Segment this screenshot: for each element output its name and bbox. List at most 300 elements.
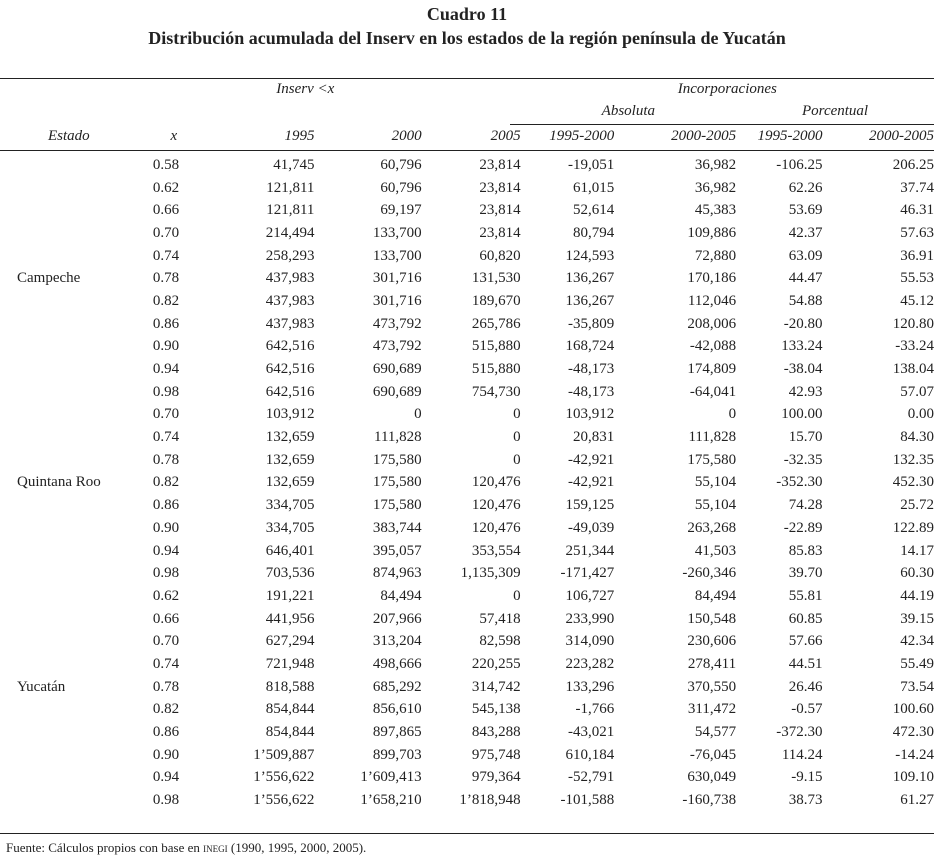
value-cell: 452.30 [892,474,934,491]
value-cell: -260,346 [682,565,737,582]
x-cell: 0.82 [152,474,180,491]
value-cell: 230,606 [687,633,737,650]
value-cell: 189,670 [471,292,521,309]
value-cell: -0.57 [791,701,823,718]
table-row [0,767,934,790]
value-cell: 437,983 [265,315,315,332]
value-cell: 74.28 [788,497,823,514]
value-cell: -38.04 [783,361,823,378]
value-cell: 1’658,210 [360,792,422,809]
value-cell: 57,418 [479,610,521,627]
source-suffix: (1990, 1995, 2000, 2005). [227,840,367,855]
table-row [0,653,934,676]
estado-cell [0,721,149,744]
value-cell: 82,598 [479,633,521,650]
value-cell: 38.73 [788,792,823,809]
table-row [0,585,934,608]
value-cell: 111,828 [374,429,422,446]
value-cell: 60.85 [788,610,823,627]
value-cell: -42,088 [689,338,737,355]
x-cell: 0.94 [152,361,180,378]
header-porcentual: Porcentual [802,102,869,119]
value-cell: 84,494 [694,587,737,604]
value-cell: -1,766 [575,701,615,718]
value-cell: 175,580 [372,474,422,491]
table-row [0,630,934,653]
table-row [0,608,934,631]
value-cell: 818,588 [265,678,315,695]
value-cell: 223,282 [565,655,615,672]
data-table [0,78,934,812]
value-cell: 610,184 [565,746,615,763]
value-cell: -160,738 [682,792,737,809]
value-cell: 370,550 [687,678,737,695]
value-cell: 899,703 [372,746,422,763]
x-cell: 0.94 [152,542,180,559]
table-row [0,721,934,744]
estado-cell [0,177,149,200]
x-cell: 0.62 [152,587,180,604]
value-cell: 41,745 [273,156,315,173]
value-cell: 0 [513,429,521,446]
value-cell: 233,990 [565,610,615,627]
table-row [0,472,934,495]
table-row [0,449,934,472]
estado-cell [0,150,149,177]
value-cell: 515,880 [471,361,521,378]
value-cell: 168,724 [565,338,615,355]
table-row [0,744,934,767]
value-cell: 979,364 [471,769,521,786]
estado-cell [0,699,149,722]
value-cell: -9.15 [791,769,823,786]
x-cell: 0.90 [152,338,180,355]
x-cell: 0.82 [152,701,180,718]
value-cell: 0.00 [907,406,934,423]
column-header: 1995 [284,127,315,144]
value-cell: 55.81 [788,587,823,604]
value-cell: 265,786 [471,315,521,332]
value-cell: 44.19 [900,587,934,604]
value-cell: 45.12 [900,292,934,309]
value-cell: 72,880 [694,247,737,264]
table-row [0,562,934,585]
x-cell: 0.62 [152,179,180,196]
source-note [6,840,366,856]
value-cell: 854,844 [265,701,315,718]
value-cell: 136,267 [565,292,615,309]
table-row [0,789,934,812]
table-number: Cuadro 11 [426,4,508,24]
value-cell: 1’556,622 [253,769,315,786]
value-cell: 133.24 [781,338,823,355]
column-header: 2000-2005 [671,127,737,144]
value-cell: 220,255 [471,655,521,672]
table-row [0,177,934,200]
value-cell: 54.88 [788,292,823,309]
table-row [0,336,934,359]
x-cell: 0.58 [152,156,180,173]
estado-cell: Campeche [17,270,81,287]
value-cell: 208,006 [687,315,737,332]
estado-cell [0,358,149,381]
value-cell: 133,296 [565,678,615,695]
estado-cell [0,562,149,585]
value-cell: 133,700 [372,247,422,264]
estado-cell [0,744,149,767]
value-cell: 23,814 [479,202,521,219]
column-header: 2000 [391,127,422,144]
value-cell: 85.83 [788,542,823,559]
value-cell: 0 [414,406,422,423]
value-cell: 26.46 [788,678,823,695]
value-cell: 69,197 [380,202,422,219]
column-header: 1995-2000 [757,127,823,144]
value-cell: 44.51 [788,655,823,672]
value-cell: 62.26 [788,179,823,196]
value-cell: 57.63 [900,224,934,241]
value-cell: 630,049 [687,769,737,786]
value-cell: 754,730 [471,383,521,400]
value-cell: -22.89 [783,519,823,536]
value-cell: -106.25 [776,156,823,173]
value-cell: -32.35 [783,451,823,468]
value-cell: 191,221 [265,587,315,604]
column-header: 2005 [490,127,521,144]
value-cell: 301,716 [372,292,422,309]
value-cell: 39.15 [900,610,934,627]
value-cell: 334,705 [265,519,315,536]
value-cell: 100.60 [892,701,934,718]
value-cell: 61,015 [573,179,615,196]
value-cell: 207,966 [372,610,422,627]
value-cell: -64,041 [689,383,737,400]
x-cell: 0.94 [152,769,180,786]
table-row [0,699,934,722]
value-cell: 437,983 [265,270,315,287]
value-cell: 100.00 [781,406,823,423]
value-cell: 111,828 [688,429,737,446]
value-cell: 25.72 [900,497,934,514]
value-cell: 36,982 [694,179,737,196]
value-cell: 721,948 [265,655,315,672]
value-cell: 206.25 [892,156,934,173]
table-row [0,222,934,245]
table-row [0,290,934,313]
value-cell: -49,039 [568,519,615,536]
value-cell: 175,580 [372,497,422,514]
value-cell: 159,125 [565,497,615,514]
value-cell: -14.24 [895,746,934,763]
value-cell: 175,580 [372,451,422,468]
header-absoluta: Absoluta [601,102,655,119]
value-cell: 41,503 [694,542,737,559]
value-cell: 132,659 [265,451,315,468]
value-cell: 642,516 [265,338,315,355]
value-cell: 132,659 [265,429,315,446]
estado-cell [0,381,149,404]
value-cell: 251,344 [565,542,615,559]
estado-cell [0,290,149,313]
value-cell: 23,814 [479,156,521,173]
x-cell: 0.90 [152,519,180,536]
value-cell: 627,294 [265,633,315,650]
estado-cell: Quintana Roo [17,474,101,491]
value-cell: -101,588 [560,792,615,809]
value-cell: 1’609,413 [360,769,422,786]
value-cell: 109.10 [892,769,934,786]
value-cell: 23,814 [479,179,521,196]
value-cell: 472.30 [892,724,934,741]
value-cell: 395,057 [372,542,422,559]
table-row [0,313,934,336]
value-cell: 44.47 [788,270,823,287]
value-cell: 314,090 [565,633,615,650]
value-cell: 1’818,948 [459,792,521,809]
value-cell: 0 [728,406,737,423]
value-cell: 23,814 [479,224,521,241]
table-row [0,358,934,381]
bottom-rule [0,833,934,834]
value-cell: -76,045 [689,746,737,763]
value-cell: 42.93 [788,383,823,400]
value-cell: 437,983 [265,292,315,309]
value-cell: -43,021 [568,724,615,741]
value-cell: 103,912 [265,406,315,423]
value-cell: 703,536 [265,565,315,582]
estado-cell [0,426,149,449]
table-row [0,404,934,427]
value-cell: 131,530 [471,270,521,287]
table-row [0,426,934,449]
x-cell: 0.98 [152,792,180,809]
x-cell: 0.98 [152,565,180,582]
value-cell: 646,401 [265,542,315,559]
x-cell: 0.78 [152,451,180,468]
value-cell: 690,689 [372,383,422,400]
value-cell: 0 [513,587,521,604]
header-incorporaciones: Incorporaciones [677,80,777,97]
value-cell: 214,494 [265,224,315,241]
value-cell: 150,548 [687,610,737,627]
value-cell: 46.31 [900,202,934,219]
value-cell: 1,135,309 [460,565,521,582]
x-cell: 0.86 [152,315,180,332]
value-cell: 63.09 [788,247,823,264]
value-cell: 84.30 [900,429,934,446]
source-org: inegi [203,840,228,855]
value-cell: 132,659 [265,474,315,491]
value-cell: 441,956 [265,610,315,627]
value-cell: 106,727 [565,587,615,604]
value-cell: 15.70 [788,429,823,446]
column-header: 1995-2000 [549,127,615,144]
x-cell: 0.86 [152,724,180,741]
x-cell: 0.74 [152,247,180,264]
value-cell: 0 [513,451,521,468]
value-cell: 73.54 [900,678,934,695]
value-cell: 515,880 [471,338,521,355]
value-cell: 103,912 [565,406,615,423]
value-cell: 1’509,887 [253,746,315,763]
value-cell: 138.04 [892,361,934,378]
value-cell: 45,383 [694,202,737,219]
value-cell: -372.30 [776,724,823,741]
estado-cell [0,767,149,790]
value-cell: 258,293 [265,247,315,264]
value-cell: 132.35 [892,451,934,468]
x-cell: 0.78 [152,678,180,695]
value-cell: 55.49 [900,655,934,672]
value-cell: 133,700 [372,224,422,241]
x-cell: 0.82 [152,292,180,309]
value-cell: 53.69 [788,202,823,219]
value-cell: 545,138 [471,701,521,718]
table-row [0,381,934,404]
value-cell: -42,921 [568,474,615,491]
x-cell: 0.70 [152,406,180,423]
table-title: Distribución acumulada del Inserv en los estados de la región península de Yucatán [148,28,786,48]
value-cell: 20,831 [573,429,615,446]
table-row [0,267,934,290]
column-header: Estado [48,127,90,144]
value-cell: 314,742 [471,678,521,695]
value-cell: 170,186 [687,270,737,287]
value-cell: -20.80 [783,315,823,332]
estado-cell [0,245,149,268]
value-cell: 685,292 [372,678,422,695]
x-cell: 0.98 [152,383,180,400]
value-cell: 120.80 [892,315,934,332]
value-cell: 313,204 [372,633,422,650]
x-cell: 0.86 [152,497,180,514]
value-cell: 124,593 [565,247,615,264]
value-cell: 14.17 [900,542,934,559]
value-cell: 690,689 [372,361,422,378]
x-cell: 0.74 [152,655,180,672]
value-cell: 36.91 [900,247,934,264]
value-cell: -352.30 [776,474,823,491]
value-cell: 897,865 [372,724,422,741]
x-cell: 0.90 [152,746,180,763]
value-cell: 120,476 [471,497,521,514]
estado-cell [0,653,149,676]
value-cell: 60,820 [479,247,521,264]
table-row [0,245,934,268]
table-row [0,540,934,563]
table-row [0,199,934,222]
value-cell: 114.24 [781,746,823,763]
value-cell: -33.24 [895,338,934,355]
value-cell: -19,051 [568,156,615,173]
value-cell: 121,811 [266,179,315,196]
x-cell: 0.78 [152,270,180,287]
estado-cell [0,222,149,245]
estado-cell [0,404,149,427]
estado-cell [0,199,149,222]
estado-cell [0,336,149,359]
header-inserv: Inserv <x [276,80,335,97]
value-cell: 42.37 [788,224,823,241]
value-cell: 498,666 [372,655,422,672]
column-header: x [170,127,178,144]
x-cell: 0.66 [152,610,180,627]
value-cell: 353,554 [471,542,521,559]
value-cell: -42,921 [568,451,615,468]
estado-cell [0,585,149,608]
value-cell: 0 [513,406,521,423]
value-cell: 311,472 [687,701,737,718]
x-cell: 0.70 [152,633,180,650]
value-cell: 55,104 [694,474,737,491]
value-cell: 120,476 [471,519,521,536]
estado-cell [0,449,149,472]
value-cell: 80,794 [573,224,615,241]
value-cell: 60.30 [900,565,934,582]
estado-cell [0,517,149,540]
value-cell: 60,796 [380,179,422,196]
value-cell: 383,744 [372,519,422,536]
value-cell: -35,809 [568,315,615,332]
x-cell: 0.66 [152,202,180,219]
value-cell: 975,748 [471,746,521,763]
value-cell: -48,173 [568,361,615,378]
value-cell: 109,886 [687,224,737,241]
value-cell: 301,716 [372,270,422,287]
value-cell: 57.07 [900,383,934,400]
value-cell: 121,811 [266,202,315,219]
value-cell: 57.66 [788,633,823,650]
value-cell: -52,791 [568,769,615,786]
value-cell: 854,844 [265,724,315,741]
estado-cell [0,313,149,336]
value-cell: 52,614 [573,202,615,219]
value-cell: 84,494 [380,587,422,604]
table-row [0,150,934,177]
value-cell: 122.89 [892,519,934,536]
value-cell: 334,705 [265,497,315,514]
estado-cell [0,608,149,631]
value-cell: 120,476 [471,474,521,491]
value-cell: 61.27 [900,792,934,809]
value-cell: 54,577 [694,724,737,741]
value-cell: 874,963 [372,565,422,582]
value-cell: 174,809 [687,361,737,378]
x-cell: 0.70 [152,224,180,241]
value-cell: 856,610 [372,701,422,718]
value-cell: 278,411 [687,655,737,672]
value-cell: 642,516 [265,383,315,400]
table-row [0,676,934,699]
value-cell: 60,796 [380,156,422,173]
value-cell: 473,792 [372,315,422,332]
estado-cell [0,789,149,812]
value-cell: 42.34 [900,633,934,650]
value-cell: 39.70 [788,565,823,582]
value-cell: 263,268 [687,519,737,536]
table-row [0,517,934,540]
value-cell: -48,173 [568,383,615,400]
value-cell: 175,580 [687,451,737,468]
value-cell: 1’556,622 [253,792,315,809]
value-cell: 843,288 [471,724,521,741]
source-prefix: Fuente: Cálculos propios con base en [6,840,204,855]
estado-cell [0,540,149,563]
column-header: 2000-2005 [869,127,934,144]
table-row [0,494,934,517]
value-cell: 36,982 [694,156,737,173]
estado-cell: Yucatán [17,678,66,695]
